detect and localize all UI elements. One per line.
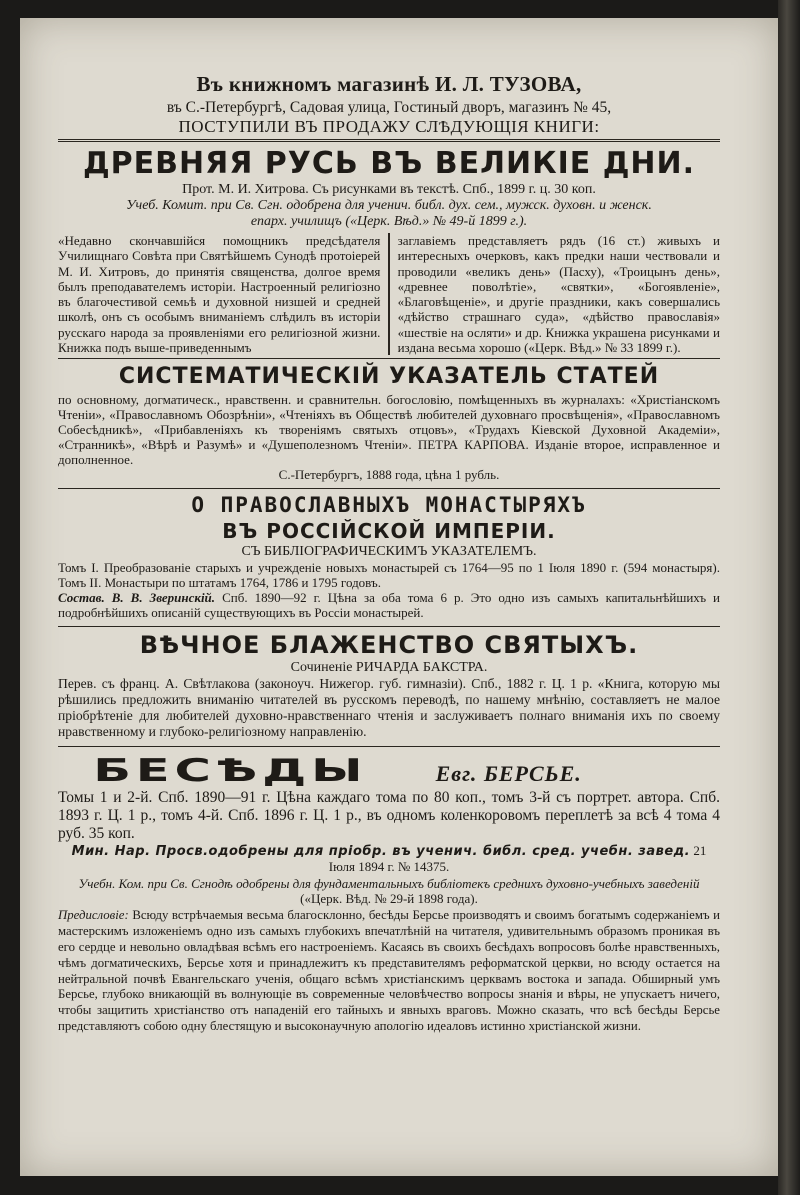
book-price-note: Спб. 1890—92 г. Цѣна за оба тома 6 р. Это одно изъ самыхъ капитальнѣйшихъ и подробнѣйшихъ описаній существующихъ въ Россіи монастырей. <box>58 590 721 621</box>
divider <box>58 626 720 627</box>
book-title-row <box>58 753 720 789</box>
book-title-2: ВЪ РОССІЙСКОЙ ИМПЕРІИ. <box>222 519 556 544</box>
divider <box>58 746 720 747</box>
book-preface <box>58 908 720 1034</box>
review-column-right: заглавіемъ представляетъ рядъ (16 ст.) живыхъ и интересныхъ очерковъ, какъ предки наши чествовали и проводили «великъ день» (Пасху), «Троицынъ день», «древнее поволѣтіе», «святки», «Богоявленіе», «Благовѣщеніе», и другіе праздники, какъ совершались «дѣйство страшнаго суда», «дѣйство православія» «шествіе на осляти» и др. Книжка украшена рисунками и издана весьма хорошо («Церк. Вѣд.» № 33 1899 г.). <box>397 233 720 356</box>
book-author: Евг. БЕРСЬЕ. <box>435 761 582 787</box>
book-compiler: Состав. В. В. Зверинскій. <box>58 590 216 606</box>
book-subtitle: Сочиненіе РИЧАРДА БАКСТРА. <box>290 660 488 676</box>
book-author-line: Прот. М. И. Хитрова. Съ рисунками въ текстѣ. Спб., 1899 г. ц. 30 коп. <box>182 182 596 197</box>
divider <box>58 358 720 359</box>
book-subtitle: СЪ БИБЛІОГРАФИЧЕСКИМЪ УКАЗАТЕЛЕМЪ. <box>241 544 537 560</box>
book-title: БЕСѢДЫ <box>93 753 368 790</box>
book-title: ВѢЧНОЕ БЛАЖЕНСТВО СВЯТЫХЪ. <box>139 631 639 660</box>
divider <box>58 139 720 142</box>
book-description: Перев. съ франц. А. Свѣтлакова (законоуч. Нижегор. губ. гимназіи). Спб., 1882 г. Ц. 1 р. «Книга, которую мы рѣшились предложить вниманію читателей въ русскомъ переводѣ, по нашему мнѣнію, составляетъ не малое пріобрѣтеніе для любителей духовно-нравственнаго чтенія и заслуживаетъ полнаго вниманія ихъ по своему нравственному и глубоко-религіозному направленію. <box>58 676 720 740</box>
ministry-approval-text: Мин. Нар. Просв.одобрены для пріобр. въ ученич. библ. сред. учебн. завед. <box>71 844 691 860</box>
book-review-columns <box>58 233 720 355</box>
book-title: О ПРАВОСЛАВНЫХЪ МОНАСТЫРЯХЪ <box>191 493 587 518</box>
ministry-approval <box>58 843 720 874</box>
synod-approval-ref: («Церк. Вѣд. № 29-й 1898 года). <box>300 891 478 907</box>
shop-address: въ С.-Петербургѣ, Садовая улица, Гостиный дворъ, магазинъ № 45, <box>166 99 612 116</box>
column-divider <box>388 233 389 355</box>
shop-heading: Въ книжномъ магазинѣ И. Л. ТУЗОВА, <box>196 72 582 96</box>
book-besedy <box>58 753 720 1034</box>
ministry-approval-date: 21 Іюля 1894 г. № 14375. <box>328 843 707 875</box>
synod-approval-text: Учебн. Ком. при Св. Сгнодѣ одобрены для фундаментальныхъ библіотекъ среднихъ духовно-учебныхъ заведеній <box>78 876 700 892</box>
divider <box>58 488 720 489</box>
preface-text: Всюду встрѣчаемыя весьма благосклонно, бесѣды Берсье производятъ и своимъ богатымъ содержаніемъ и мастерскимъ изложеніемъ одно изъ самыхъ глубокихъ впечатлѣній на читателя, удивительнымъ образомъ проникая въ его сердце и невольно овладѣвая всѣмъ его настроеніемъ. Касаясь въ своихъ бесѣдахъ вопросовъ болѣе нравственныхъ, чѣмъ догматическихъ, Берсье хотя и принадлежитъ къ представителямъ реформатской церкви, но всюду остается на нейтральной почвѣ Евангельскаго ученія, общаго всѣмъ христіанскимъ церквамъ востока и запада. Обширный умъ Берсье, глубоко вникающій въ волнующіе въ современные человѣчество вопросы знанія и вѣры, не упускаетъ ничего, чтобы защитить христіанство отъ нападеній его тайныхъ и явныхъ враговъ. Можно сказать, что всѣ бесѣды Берсье представляютъ собою одну блестящую и высоконаучную апологію идеаловъ истинно христіанской жизни. <box>58 908 720 1033</box>
book-sistematicheskiy <box>58 362 720 482</box>
announcement-line: ПОСТУПИЛИ ВЪ ПРОДАЖУ СЛѢДУЮЩІЯ КНИГИ: <box>178 117 600 136</box>
book-description: по основному, догматическ., нравственн. и сравнительн. богословію, помѣщенныхъ въ журналахъ: «Христіанскомъ Чтеніи», «Православномъ Обозрѣніи», «Чтеніяхъ въ Обществѣ любителей духовнаго просвѣщенія», «Православномъ Собесѣдникѣ», «Прибавленіяхъ къ твореніямъ святыхъ отцовъ», «Трудахъ Кіевской Духовной Академіи», «Странникѣ», «Вѣрѣ и Разумѣ» и «Душеполезномъ Чтеніи». ПЕТРА КАРПОВА. Изданіе второе, исправленное и дополненное. <box>58 392 720 468</box>
book-approval-line: Учеб. Комит. при Св. Сгн. одобрена для ученич. библ. дух. сем., мужск. духовн. и женск. <box>126 198 652 213</box>
book-vechnoe-blazhenstvo <box>58 630 720 740</box>
book-prices: Томы 1 и 2-й. Спб. 1890—91 г. Цѣна каждаго тома по 80 коп., томъ 3-й съ портрет. автора. Спб. 1893 г. Ц. 1 р., томъ 4-й. Спб. 1896 г. Ц. 1 р., въ одномъ коленкоровомъ переплетѣ за всѣ 4 тома 4 руб. 35 коп. <box>58 789 720 843</box>
synod-approval <box>58 876 720 906</box>
book-title: ДРЕВНЯЯ РУСЬ ВЪ ВЕЛИКІЕ ДНИ. <box>82 146 696 181</box>
book-drevnyaya-rus <box>58 146 720 355</box>
book-approval-line-2: епарх. училищъ («Церк. Вѣд.» № 49-й 1899 г.). <box>250 214 528 229</box>
book-title: СИСТЕМАТИЧЕСКІЙ УКАЗАТЕЛЬ СТАТЕЙ <box>118 364 660 390</box>
book-volumes: Томъ I. Преобразованіе старыхъ и учрежденіе новыхъ монастырей съ 1764—95 по 1 Іюля 1890 г. (594 монастыря). Томъ II. Монастыри по штатамъ 1764, 1786 и 1795 годовъ. <box>58 560 720 591</box>
book-spine <box>778 0 800 1195</box>
book-publication: С.-Петербургъ, 1888 года, цѣна 1 рубль. <box>278 467 500 483</box>
book-monastyri <box>58 492 720 620</box>
advertisement-page <box>58 30 720 1035</box>
preface-label: Предисловіе: <box>58 908 129 923</box>
book-compiler-block <box>58 590 720 620</box>
review-column-left: «Недавно скончавшійся помощникъ предсѣдателя Училищнаго Совѣта при Святѣйшемъ Сунодѣ протоіерей М. И. Хитровъ, до принятія священства, долгое время былъ преподавателемъ исторіи. Настроенный религіозно въ благочестивой семьѣ и духовной низшей и средней школѣ, онъ съ особымъ вниманіемъ слѣдилъ въ исторіи русскаго народа за проявленіями его религіозной жизни. Книжка подъ выше-приведеннымъ <box>58 233 381 356</box>
